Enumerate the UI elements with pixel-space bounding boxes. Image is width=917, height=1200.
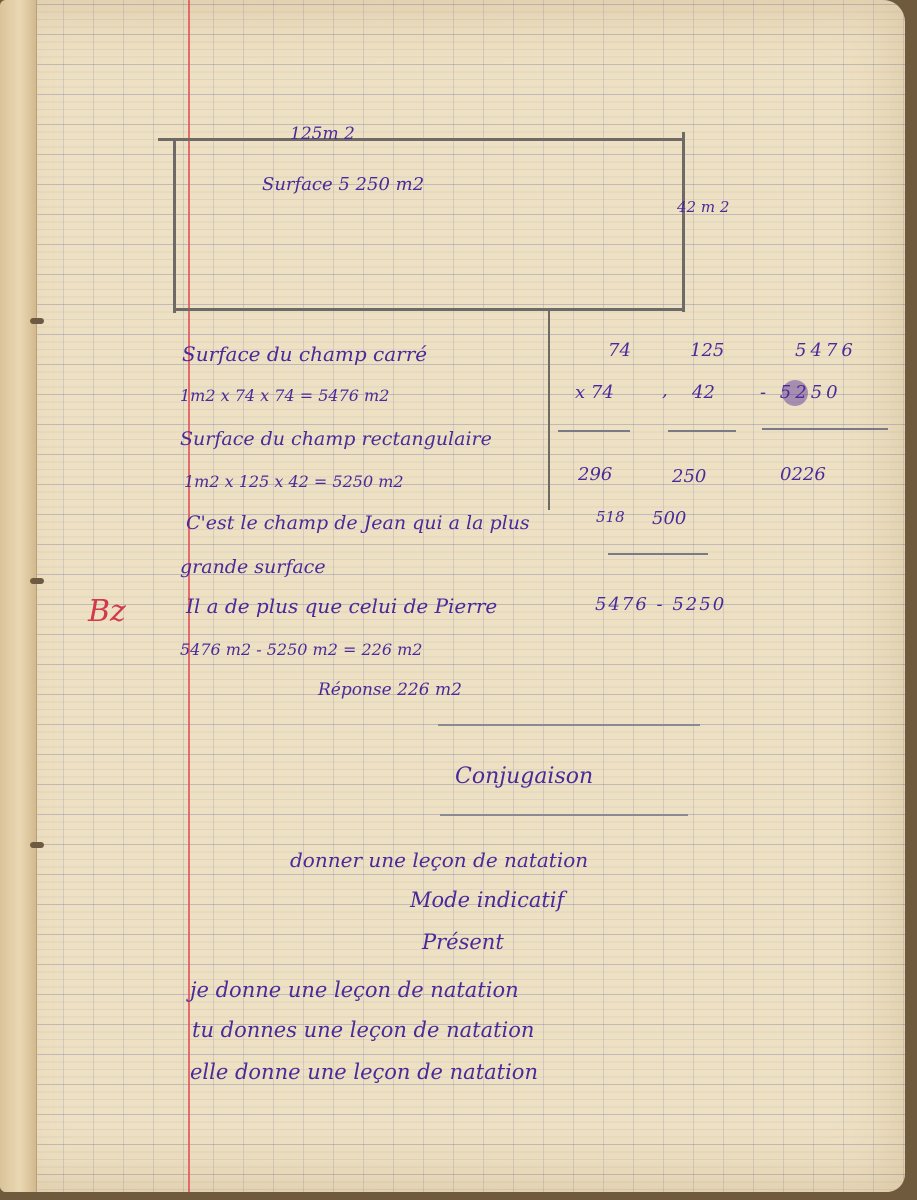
calc-c1-mul: x 74 xyxy=(575,382,614,403)
working-line-4: 1m2 x 125 x 42 = 5250 m2 xyxy=(184,472,404,491)
calc-diff: 5476 - 5250 xyxy=(595,594,727,615)
working-line-5: C'est le champ de Jean qui a la plus xyxy=(186,512,530,534)
working-line-6: grande surface xyxy=(180,556,326,578)
conjugation-line-3: elle donne une leçon de natation xyxy=(190,1060,538,1084)
rectangle-bottom-edge xyxy=(173,308,685,311)
calc-c3-line xyxy=(762,428,888,430)
answer: Réponse 226 m2 xyxy=(318,680,462,700)
binding-stitch xyxy=(30,578,44,584)
working-line-1: Surface du champ carré xyxy=(182,342,428,366)
calc-c2-res: 250 xyxy=(672,466,707,487)
calc-c2-line2 xyxy=(608,553,708,555)
notebook-binding xyxy=(0,0,37,1192)
side-dimension: 42 m 2 xyxy=(677,198,730,216)
conjugation-mode: Mode indicatif xyxy=(410,888,565,912)
surface-label: Surface 5 250 m2 xyxy=(262,174,425,195)
section-divider-top xyxy=(438,724,700,726)
conjugation-line-2: tu donnes une leçon de natation xyxy=(192,1018,535,1042)
binding-stitch xyxy=(30,318,44,324)
working-line-7: Il a de plus que celui de Pierre xyxy=(186,594,498,618)
rectangle-left-edge xyxy=(173,138,176,313)
calc-c2-top: 125 xyxy=(690,340,725,361)
calc-c1-res: 296 xyxy=(578,464,613,485)
teacher-mark: Bz xyxy=(88,594,126,629)
calc-c2-res2: 500 xyxy=(652,508,687,529)
working-line-2: 1m2 x 74 x 74 = 5476 m2 xyxy=(180,386,390,405)
calc-c3-res: 0226 xyxy=(780,464,826,485)
working-line-8: 5476 m2 - 5250 m2 = 226 m2 xyxy=(180,640,423,659)
top-dimension: 125m 2 xyxy=(290,124,355,144)
calc-c1-line xyxy=(558,430,630,432)
calc-c1-res2: 518 xyxy=(596,508,625,526)
conjugation-line-1: je donne une leçon de natation xyxy=(190,978,519,1002)
conjugation-title: Conjugaison xyxy=(455,764,594,789)
binding-stitch xyxy=(30,842,44,848)
rectangle-top-edge xyxy=(158,138,685,141)
calc-c2-line xyxy=(668,430,736,432)
rectangle-right-edge xyxy=(682,132,685,312)
calc-c2-dot: , xyxy=(662,380,668,401)
conjugation-tense: Présent xyxy=(422,930,504,954)
calc-c1-top: 74 xyxy=(608,340,631,361)
calc-c3-top: 5476 xyxy=(795,340,857,361)
calc-separator xyxy=(548,310,550,510)
calc-c3-sub: - 5250 xyxy=(760,382,842,403)
calc-c2-mul: 42 xyxy=(692,382,715,403)
section-divider-bottom xyxy=(440,814,688,816)
working-line-3: Surface du champ rectangulaire xyxy=(180,428,492,450)
conjugation-phrase: donner une leçon de natation xyxy=(290,848,589,872)
